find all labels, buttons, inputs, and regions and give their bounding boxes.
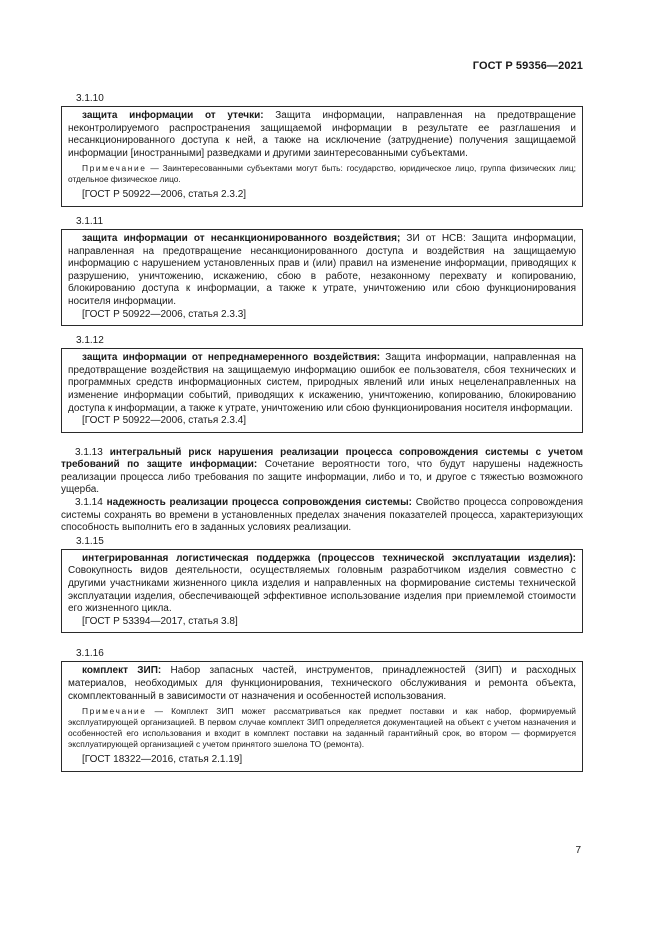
term-definition-box (61, 229, 583, 326)
clause-paragraph (61, 447, 583, 497)
term-definition: Набор запасных частей, инструментов, принадлежностей (ЗИП) и расходных материалов, необходимых для функционирования, технического обслуживания и ремонта объекта, скомплектованный в зависимости от назначения и особенностей использования. (68, 665, 576, 702)
note (68, 163, 576, 185)
term-definition-box (61, 549, 583, 634)
term-name: защита информации от непреднамеренного воздействия: (82, 352, 381, 364)
term-definition: Свойство процесса сопровождения системы сохранять во времени в установленных пределах значения показателей процесса, характеризующих способность выполнить его в заданных условиях реализации. (61, 497, 583, 534)
term-name: интегрированная логистическая поддержка (процессов технической эксплуатации изделия): (82, 552, 576, 564)
clause-number: 3.1.11 (76, 215, 104, 227)
clause-paragraph (61, 497, 583, 535)
clause-number: 3.1.14 (75, 497, 103, 509)
clause-number: 3.1.10 (76, 93, 104, 104)
definition-text (68, 233, 576, 309)
term-name: комплект ЗИП: (82, 665, 162, 677)
source-reference: [ГОСТ Р 50922—2006, статья 2.3.2] (82, 189, 247, 201)
source-reference: [ГОСТ Р 50922—2006, статья 2.3.4] (82, 415, 247, 427)
term-definition-box (61, 348, 583, 433)
term-definition-box (61, 661, 583, 771)
definition-text (68, 352, 576, 415)
term-definition: Сочетание вероятности того, что будут нарушены надежность реализации процесса либо требования по защите информации, либо и то, и другое с тяжестью возможного ущерба. (61, 459, 583, 496)
term-name: защита информации от утечки: (82, 110, 264, 121)
definition-text (68, 110, 576, 160)
term-name: защита информации от несанкционированного воздействия; (82, 232, 401, 244)
clause-number: 3.1.13 (75, 446, 103, 458)
clause-number: 3.1.15 (76, 535, 104, 547)
source-reference: [ГОСТ Р 53394—2017, статья 3.8] (82, 615, 238, 627)
page-number: 7 (575, 845, 581, 856)
document-code: ГОСТ Р 59356—2021 (472, 60, 583, 72)
term-definition: Совокупность видов деятельности, осуществляемых головным разработчиком изделия совместно с другими участниками жизненного цикла изделия и направленных на формирование системы технической эксплуатации изделия, обеспечивающей эффективное использование изделия при приемлемой стоимости его жизненного цикла. (68, 565, 576, 615)
source-reference: [ГОСТ 18322—2016, статья 2.1.19] (82, 754, 243, 766)
source-reference: [ГОСТ Р 50922—2006, статья 2.3.3] (82, 308, 247, 320)
note-text: — Комплект ЗИП может рассматриваться как предмет поставки и как набор, формируемый эксплуатирующей организацией. В первом случае комплект ЗИП определяется документацией на объект с учетом назначения и особенностей его использования и входит в комплект поставки на заданный гарантийный срок, во втором — формируется эксплуатирующей организацией с учетом принятого эшелона ТО (ремонта). (68, 706, 576, 750)
document-body (61, 92, 583, 780)
term-definition: Защита информации, направленная на предотвращение неконтролируемого распространения защищаемой информации в результате ее разглашения и несанкционированного доступа к ней, а также на исключение (затруднение) получения защищаемой информации [иностранными] разведками и другими заинтересованными субъектами. (68, 110, 576, 159)
clause-number: 3.1.16 (76, 648, 104, 660)
note-label: Примечание (82, 706, 147, 717)
term-name: интегральный риск нарушения реализации процесса сопровождения системы с учетом требований по защите информации: (61, 446, 583, 471)
term-definition: ЗИ от НСВ: Защита информации, направленная на предотвращение несанкционированного доступа и воздействия на защищаемую информацию с нарушением установленных прав и (или) правил на изменение информации, приводящих к разрушению, уничтожению, искажению, сбою в работе, незаконному перехвату и копированию, блокированию доступа к информации, а также к утрате, уничтожению или сбою функционирования носителя информации. (68, 232, 577, 307)
clause-number: 3.1.12 (76, 335, 104, 347)
definition-text (68, 665, 576, 703)
term-definition: Защита информации, направленная на предотвращение воздействия на защищаемую информацию ошибок ее пользователя, сбоя технических и программных средств информационных систем, природных явлений или иных нецеленаправленных на изменение информации событий, приводящих к искажению, уничтожению, копированию, блокированию доступа к информации, а также к утрате, уничтожению или сбою функционирования носителя информации. (68, 352, 576, 414)
note-text: — Заинтересованными субъектами могут быть: государство, юридическое лицо, группа физических лиц; отдельное физическое лицо. (68, 163, 576, 185)
term-definition-box (61, 106, 583, 207)
term-name: надежность реализации процесса сопровождения системы: (106, 497, 412, 509)
definition-text (68, 553, 576, 616)
note-label: Примечание (82, 163, 147, 174)
note (68, 706, 576, 750)
